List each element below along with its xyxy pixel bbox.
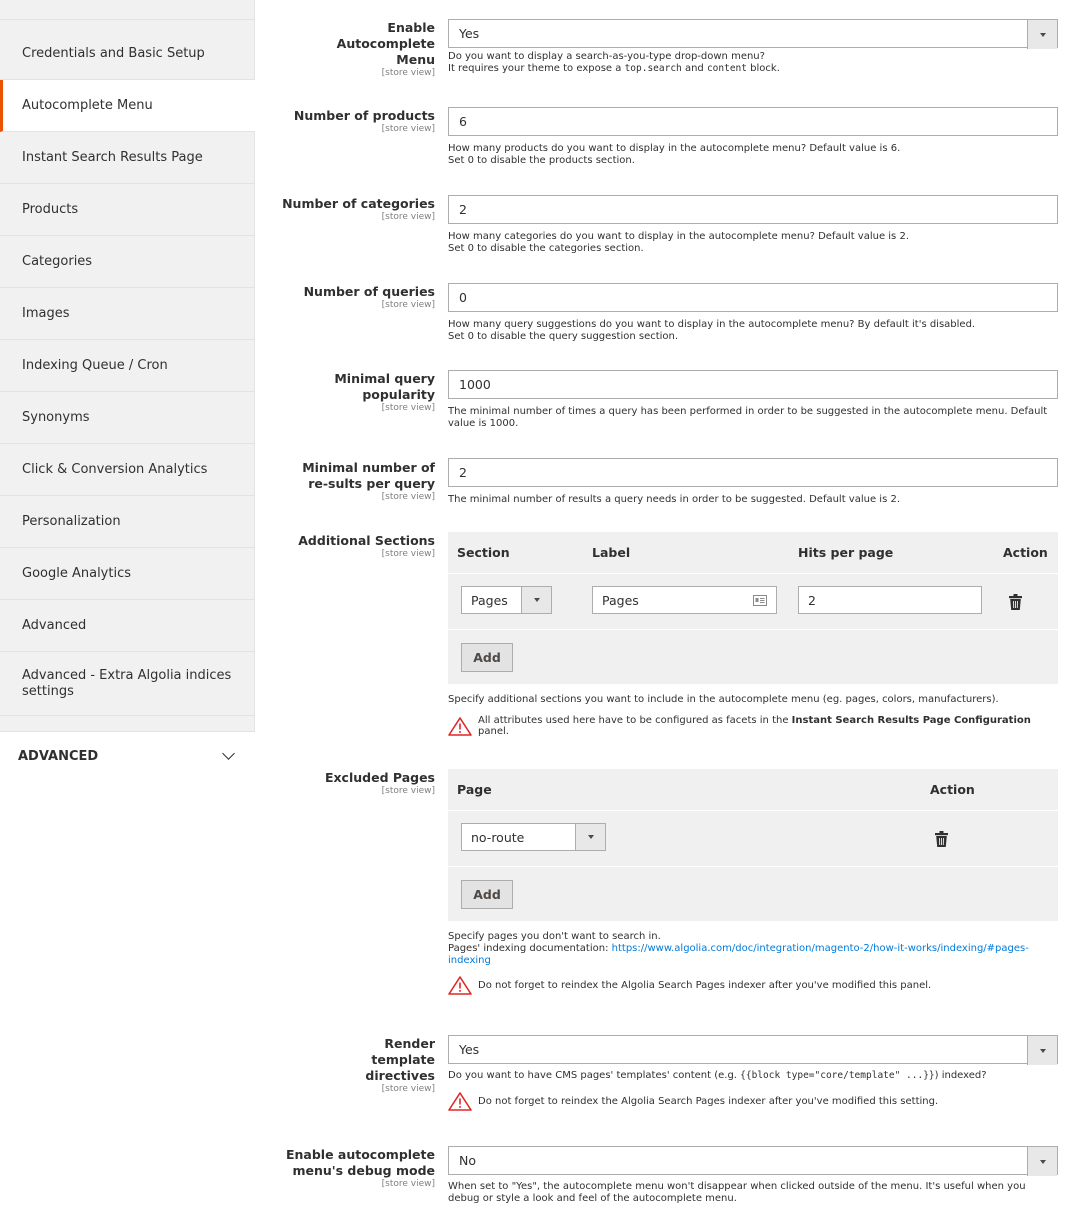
warning-message (448, 1092, 1058, 1111)
dropdown-arrow-icon (1027, 1036, 1057, 1065)
field-note: When set to "Yes", the autocomplete menu won't disappear when clicked outside of the menu. It's useful when you debug or style a look and feel of the autocomplete menu. (448, 1181, 1026, 1204)
note-text: block. (746, 63, 780, 74)
section-label-input[interactable] (592, 586, 777, 614)
sidebar-top-item (0, 0, 254, 20)
scope-label: [store view] (381, 549, 435, 559)
field-label (325, 371, 435, 414)
label-text: Number of categories (282, 196, 435, 211)
warning-message (448, 976, 1058, 995)
sidebar-item-label: Indexing Queue / Cron (22, 358, 168, 373)
field-note (448, 51, 1058, 75)
sidebar-item-label: Synonyms (22, 410, 90, 425)
additional-sections-table (448, 532, 1058, 684)
select-value: No (459, 1153, 476, 1168)
advanced-section-label: ADVANCED (18, 748, 99, 764)
note-line (448, 943, 1058, 967)
scope-label: [store view] (381, 492, 435, 502)
minimal-query-popularity-input[interactable] (448, 370, 1058, 399)
field-label (275, 196, 435, 223)
scope-label: [store view] (381, 300, 435, 310)
header-page: Page (457, 782, 492, 797)
header-action: Action (930, 782, 975, 797)
note-line: Set 0 to disable the products section. (448, 155, 635, 166)
header-label: Label (592, 545, 631, 560)
trash-icon[interactable] (1009, 594, 1022, 610)
sidebar-item-label: Images (22, 306, 70, 321)
note-text: ) indexed? (934, 1070, 987, 1081)
advanced-section-toggle[interactable] (0, 731, 255, 780)
sidebar-item-label: Instant Search Results Page (22, 150, 203, 165)
number-of-products-input[interactable] (448, 107, 1058, 136)
sidebar-item-label: Advanced (22, 618, 87, 633)
note-text: Pages' indexing documentation: (448, 943, 612, 954)
sidebar-item-advanced[interactable] (0, 600, 255, 652)
sidebar-item-label: Products (22, 202, 79, 217)
scope-label: [store view] (381, 212, 435, 222)
field-note: Specify additional sections you want to include in the autocomplete menu (eg. pages, colors, manufacturers). (448, 694, 999, 705)
warning-icon (448, 717, 472, 736)
chevron-down-icon (222, 747, 235, 760)
dropdown-arrow-icon (1027, 20, 1057, 49)
table-row (448, 574, 1058, 630)
field-note (448, 1070, 1058, 1082)
dropdown-arrow-icon (521, 587, 551, 613)
sidebar-item-google-analytics[interactable] (0, 548, 255, 600)
input-value: 2 (808, 592, 816, 608)
field-label (295, 20, 435, 79)
header-action: Action (1003, 545, 1048, 560)
field-note (448, 143, 1058, 167)
label-text: Enable autocomplete menu's debug mode (285, 1147, 435, 1178)
number-of-categories-input[interactable] (448, 195, 1058, 224)
hits-per-page-input[interactable] (798, 586, 982, 614)
scope-label: [store view] (381, 1084, 435, 1094)
table-header (448, 532, 1058, 574)
trash-icon[interactable] (935, 831, 948, 847)
note-text: and (681, 63, 707, 74)
field-note (448, 231, 1058, 255)
label-text: Minimal query popularity (334, 371, 435, 402)
scope-label: [store view] (381, 124, 435, 134)
field-label (275, 770, 435, 797)
enable-autocomplete-select[interactable] (448, 19, 1058, 48)
sidebar-item-products[interactable] (0, 184, 255, 236)
indexing-docs-link[interactable]: https://www.algolia.com/doc/integration/magento-2/how-it-works/indexing/#pages-indexing (448, 943, 1029, 966)
dropdown-arrow-icon (575, 824, 605, 850)
dropdown-arrow-icon (1027, 1147, 1057, 1176)
table-row (448, 811, 1058, 867)
note-line: Specify pages you don't want to search in. (448, 931, 661, 942)
sidebar-item-categories[interactable] (0, 236, 255, 288)
table-add-row (448, 867, 1058, 921)
sidebar-item-label: Click & Conversion Analytics (22, 462, 208, 477)
note-line: Set 0 to disable the query suggestion section. (448, 331, 679, 342)
input-value: 2 (459, 202, 467, 217)
warning-message (448, 715, 1058, 737)
scope-label: [store view] (381, 68, 435, 78)
sidebar-item-label: Credentials and Basic Setup (22, 46, 205, 61)
input-value: 6 (459, 114, 467, 129)
input-value: 1000 (459, 377, 491, 392)
config-sidebar (0, 0, 255, 780)
field-label (275, 533, 435, 560)
sidebar-item-credentials[interactable] (0, 28, 255, 80)
sidebar-item-click-conversion[interactable] (0, 444, 255, 496)
field-note: The minimal number of times a query has been performed in order to be suggested in the autocomplete menu. Default value is 1000. (448, 406, 1048, 429)
label-text: Minimal number of re-sults per query (302, 460, 435, 491)
scope-label: [store view] (381, 1179, 435, 1189)
note-code: {{block type="core/template" ...}} (740, 1070, 935, 1081)
input-value: 2 (459, 465, 467, 480)
warning-bold-text: Instant Search Results Page Configuration (791, 715, 1031, 726)
select-value: Pages (471, 592, 508, 608)
field-note (448, 931, 1058, 967)
input-value: Pages (602, 592, 639, 608)
warning-text: Do not forget to reindex the Algolia Search Pages indexer after you've modified this setting. (478, 1096, 939, 1107)
field-label (285, 460, 435, 503)
number-of-queries-input[interactable] (448, 283, 1058, 312)
excluded-pages-table (448, 769, 1058, 921)
label-text: Additional Sections (298, 533, 435, 548)
warning-text: Do not forget to reindex the Algolia Search Pages indexer after you've modified this panel. (478, 980, 932, 991)
label-text: Render template directives (365, 1036, 435, 1083)
field-note (448, 319, 1058, 343)
select-value: Yes (459, 1042, 480, 1057)
note-code: content (706, 63, 747, 74)
field-label (285, 1147, 435, 1190)
contact-card-icon (753, 595, 767, 606)
field-label (275, 108, 435, 135)
scope-label: [store view] (381, 403, 435, 413)
sidebar-item-instant-search[interactable] (0, 132, 255, 184)
sidebar-item-label: Advanced - Extra Algolia indices settings (22, 667, 232, 699)
note-code: top.search (624, 63, 682, 74)
note-line: How many products do you want to display in the autocomplete menu? Default value is 6. (448, 143, 901, 154)
select-value: Yes (459, 26, 480, 41)
sidebar-item-label: Autocomplete Menu (22, 98, 153, 113)
note-line: Set 0 to disable the categories section. (448, 243, 644, 254)
warning-icon (448, 1092, 472, 1111)
sidebar-item-images[interactable] (0, 288, 255, 340)
sidebar-item-label: Google Analytics (22, 566, 132, 581)
note-line: How many query suggestions do you want to display in the autocomplete menu? By default it's disabled. (448, 319, 976, 330)
note-line: How many categories do you want to display in the autocomplete menu? Default value is 2. (448, 231, 909, 242)
label-text: Enable Autocomplete Menu (336, 20, 435, 67)
note-line: Do you want to display a search-as-you-type drop-down menu? (448, 51, 765, 62)
warning-icon (448, 976, 472, 995)
header-section: Section (457, 545, 510, 560)
warning-text: All attributes used here have to be configured as facets in the (478, 715, 792, 726)
warning-text: panel. (478, 726, 509, 737)
minimal-results-input[interactable] (448, 458, 1058, 487)
select-value: no-route (471, 829, 525, 845)
sidebar-item-synonyms[interactable] (0, 392, 255, 444)
sidebar-item-indexing-queue[interactable] (0, 340, 255, 392)
table-header (448, 769, 1058, 811)
field-label (325, 1036, 435, 1095)
debug-mode-select[interactable] (448, 1146, 1058, 1175)
add-page-button[interactable]: Add (461, 880, 513, 909)
render-template-select[interactable] (448, 1035, 1058, 1064)
note-line (448, 63, 1058, 75)
label-text: Excluded Pages (324, 770, 435, 785)
header-hits-per-page: Hits per page (798, 545, 894, 560)
input-value: 0 (459, 290, 467, 305)
label-text: Number of products (293, 108, 435, 123)
sidebar-item-label: Personalization (22, 514, 121, 529)
field-note: The minimal number of results a query needs in order to be suggested. Default value is 2. (448, 494, 901, 505)
sidebar-item-autocomplete-menu[interactable] (0, 80, 255, 132)
section-select[interactable] (461, 586, 552, 614)
label-text: Number of queries (303, 284, 435, 299)
sidebar-item-personalization[interactable] (0, 496, 255, 548)
add-section-button[interactable]: Add (461, 643, 513, 672)
scope-label: [store view] (381, 786, 435, 796)
sidebar-item-extra-indices[interactable] (0, 652, 255, 716)
table-add-row (448, 630, 1058, 684)
sidebar-item-label: Categories (22, 254, 93, 269)
excluded-page-select[interactable] (461, 823, 606, 851)
field-label (275, 284, 435, 311)
note-text: Do you want to have CMS pages' templates' content (e.g. (448, 1070, 741, 1081)
note-text: It requires your theme to expose a (448, 63, 625, 74)
